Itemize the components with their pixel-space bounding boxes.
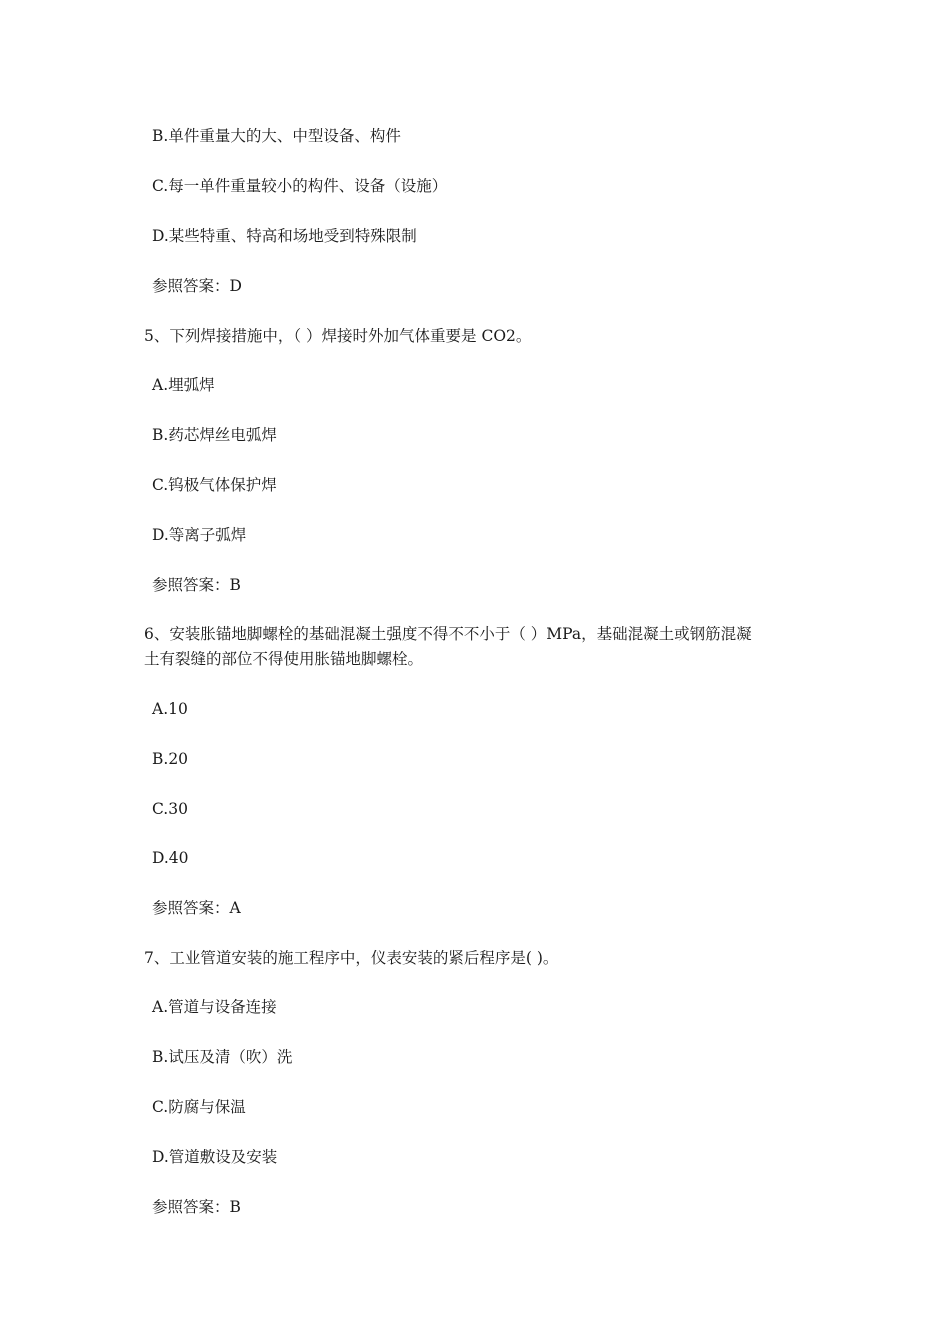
q5-option-a: A.埋弧焊	[152, 376, 215, 394]
q6-question-line2: 土有裂缝的部位不得使用胀锚地脚螺栓。	[144, 650, 424, 668]
q6-answer: 参照答案：A	[152, 899, 241, 917]
q6-option-c: C.30	[152, 800, 188, 818]
q7-option-b: B.试压及清（吹）洗	[152, 1048, 293, 1066]
q6-option-a: A.10	[152, 700, 188, 718]
q6-option-d: D.40	[152, 849, 189, 867]
q7-option-a: A.管道与设备连接	[152, 998, 277, 1016]
q7-answer: 参照答案：B	[152, 1198, 241, 1216]
q7-question: 7、工业管道安装的施工程序中，仪表安装的紧后程序是( )。	[144, 949, 559, 967]
q5-option-c: C.钨极气体保护焊	[152, 476, 277, 494]
q7-option-c: C.防腐与保温	[152, 1098, 246, 1116]
q5-question: 5、下列焊接措施中，（ ）焊接时外加气体重要是 CO2。	[144, 327, 532, 345]
q4-option-c: C.每一单件重量较小的构件、设备（设施）	[152, 177, 448, 195]
q6-question-line1: 6、安装胀锚地脚螺栓的基础混凝土强度不得不不小于（ ）MPa，基础混凝土或钢筋混凝	[144, 625, 752, 643]
q7-option-d: D.管道敷设及安装	[152, 1148, 278, 1166]
q4-answer: 参照答案：D	[152, 277, 242, 295]
q5-answer: 参照答案：B	[152, 576, 241, 594]
q4-option-b: B.单件重量大的大、中型设备、构件	[152, 127, 401, 145]
q4-option-d: D.某些特重、特高和场地受到特殊限制	[152, 227, 417, 245]
q5-option-b: B.药芯焊丝电弧焊	[152, 426, 277, 444]
q6-option-b: B.20	[152, 750, 189, 768]
q5-option-d: D.等离子弧焊	[152, 526, 247, 544]
